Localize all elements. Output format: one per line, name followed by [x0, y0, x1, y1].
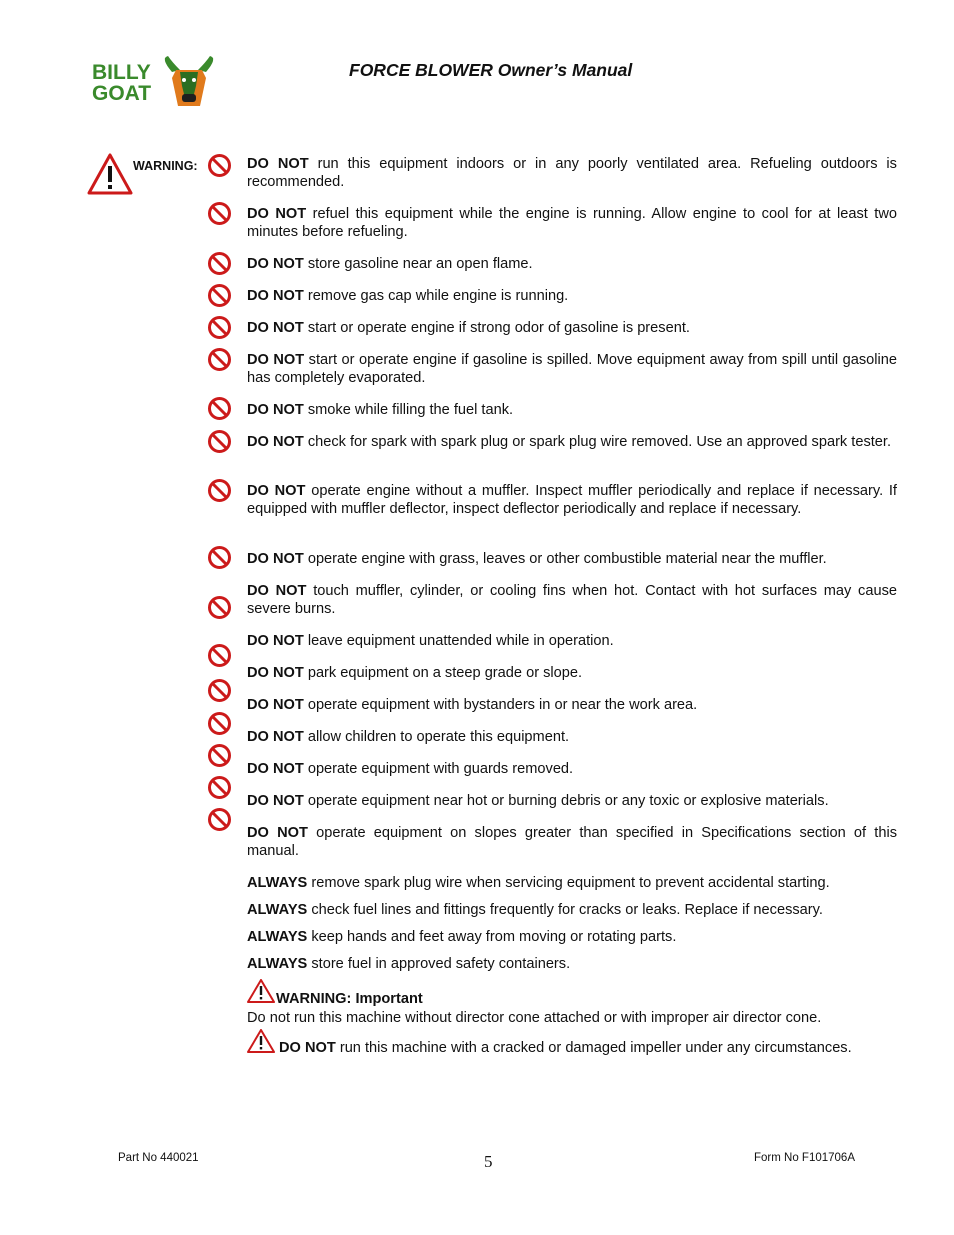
- logo-line1: BILLY: [92, 61, 151, 84]
- always-rule-4: ALWAYS store fuel in approved safety containers.: [247, 956, 571, 972]
- prohibition-icon: [207, 775, 232, 800]
- warning-triangle-icon: [87, 153, 133, 195]
- rule-10: DO NOT operate engine with grass, leaves or other combustible material near the muffler.: [247, 551, 827, 567]
- prohibition-icon: [207, 251, 232, 276]
- warning-triangle-icon: [247, 979, 275, 1003]
- prohibition-icon: [207, 283, 232, 308]
- rule-14: DO NOT operate equipment with bystanders in or near the work area.: [247, 697, 698, 713]
- logo-line2: GOAT: [92, 82, 152, 105]
- rule-4: DO NOT remove gas cap while engine is running.: [247, 288, 569, 304]
- form-number: Form No F101706A: [754, 1152, 855, 1164]
- part-number: Part No 440021: [118, 1152, 199, 1164]
- rule-13: DO NOT park equipment on a steep grade or slope.: [247, 665, 583, 681]
- prohibition-icon: [207, 711, 232, 736]
- warning-label: WARNING:: [133, 159, 198, 173]
- prohibition-icon: [207, 429, 232, 454]
- final-rule: DO NOT run this machine with a cracked or damaged impeller under any circumstances.: [279, 1040, 852, 1056]
- billy-goat-logo: [92, 56, 220, 110]
- always-rule-3: ALWAYS keep hands and feet away from moving or rotating parts.: [247, 929, 677, 945]
- prohibition-icon: [207, 807, 232, 832]
- page-title: FORCE BLOWER Owner’s Manual: [349, 60, 633, 80]
- rule-7: DO NOT smoke while filling the fuel tank.: [247, 402, 514, 418]
- prohibition-icon: [207, 743, 232, 768]
- prohibition-icon: [207, 643, 232, 668]
- rule-6: DO NOT start or operate engine if gasoline is spilled. Move equipment away from spill until gasoline has completely evaporated.: [247, 352, 897, 386]
- page-number: 5: [484, 1152, 493, 1171]
- prohibition-icon: [207, 678, 232, 703]
- rule-16: DO NOT operate equipment with guards removed.: [247, 761, 574, 777]
- goat-head-icon: [92, 56, 220, 110]
- prohibition-icon: [207, 396, 232, 421]
- prohibition-icon: [207, 315, 232, 340]
- rule-1: DO NOT run this equipment indoors or in any poorly ventilated area. Refueling outdoors is recommended.: [247, 156, 897, 190]
- rule-8: DO NOT check for spark with spark plug or spark plug wire removed. Use an approved spark tester.: [247, 434, 892, 450]
- rule-3: DO NOT store gasoline near an open flame.: [247, 256, 533, 272]
- prohibition-icon: [207, 545, 232, 570]
- rule-2: DO NOT refuel this equipment while the engine is running. Allow engine to cool for at least two minutes before refueling.: [247, 206, 897, 240]
- always-rule-2: ALWAYS check fuel lines and fittings frequently for cracks or leaks. Replace if necessary.: [247, 902, 823, 918]
- prohibition-icon: [207, 595, 232, 620]
- rule-11: DO NOT touch muffler, cylinder, or cooling fins when hot. Contact with hot surfaces may cause severe burns.: [247, 583, 897, 617]
- rule-5: DO NOT start or operate engine if strong odor of gasoline is present.: [247, 320, 690, 336]
- warning-triangle-icon: [247, 1029, 275, 1053]
- rule-17: DO NOT operate equipment near hot or burning debris or any toxic or explosive materials.: [247, 793, 829, 809]
- rule-15: DO NOT allow children to operate this equipment.: [247, 729, 570, 745]
- rule-18: DO NOT operate equipment on slopes greater than specified in Specifications section of this manual.: [247, 825, 897, 859]
- prohibition-icon: [207, 478, 232, 503]
- important-title: WARNING: Important: [276, 991, 423, 1007]
- prohibition-icon: [207, 347, 232, 372]
- rule-12: DO NOT leave equipment unattended while in operation.: [247, 633, 614, 649]
- always-rule-1: ALWAYS remove spark plug wire when servicing equipment to prevent accidental starting.: [247, 875, 830, 891]
- prohibition-icon: [207, 153, 232, 178]
- rule-9: DO NOT operate engine without a muffler. Inspect muffler periodically and replace if necessary. If equipped with muffler deflector, inspect deflector periodically and replace if necessary.: [247, 483, 897, 517]
- prohibition-icon: [207, 201, 232, 226]
- important-text: Do not run this machine without director cone attached or with improper air director cone.: [247, 1010, 822, 1026]
